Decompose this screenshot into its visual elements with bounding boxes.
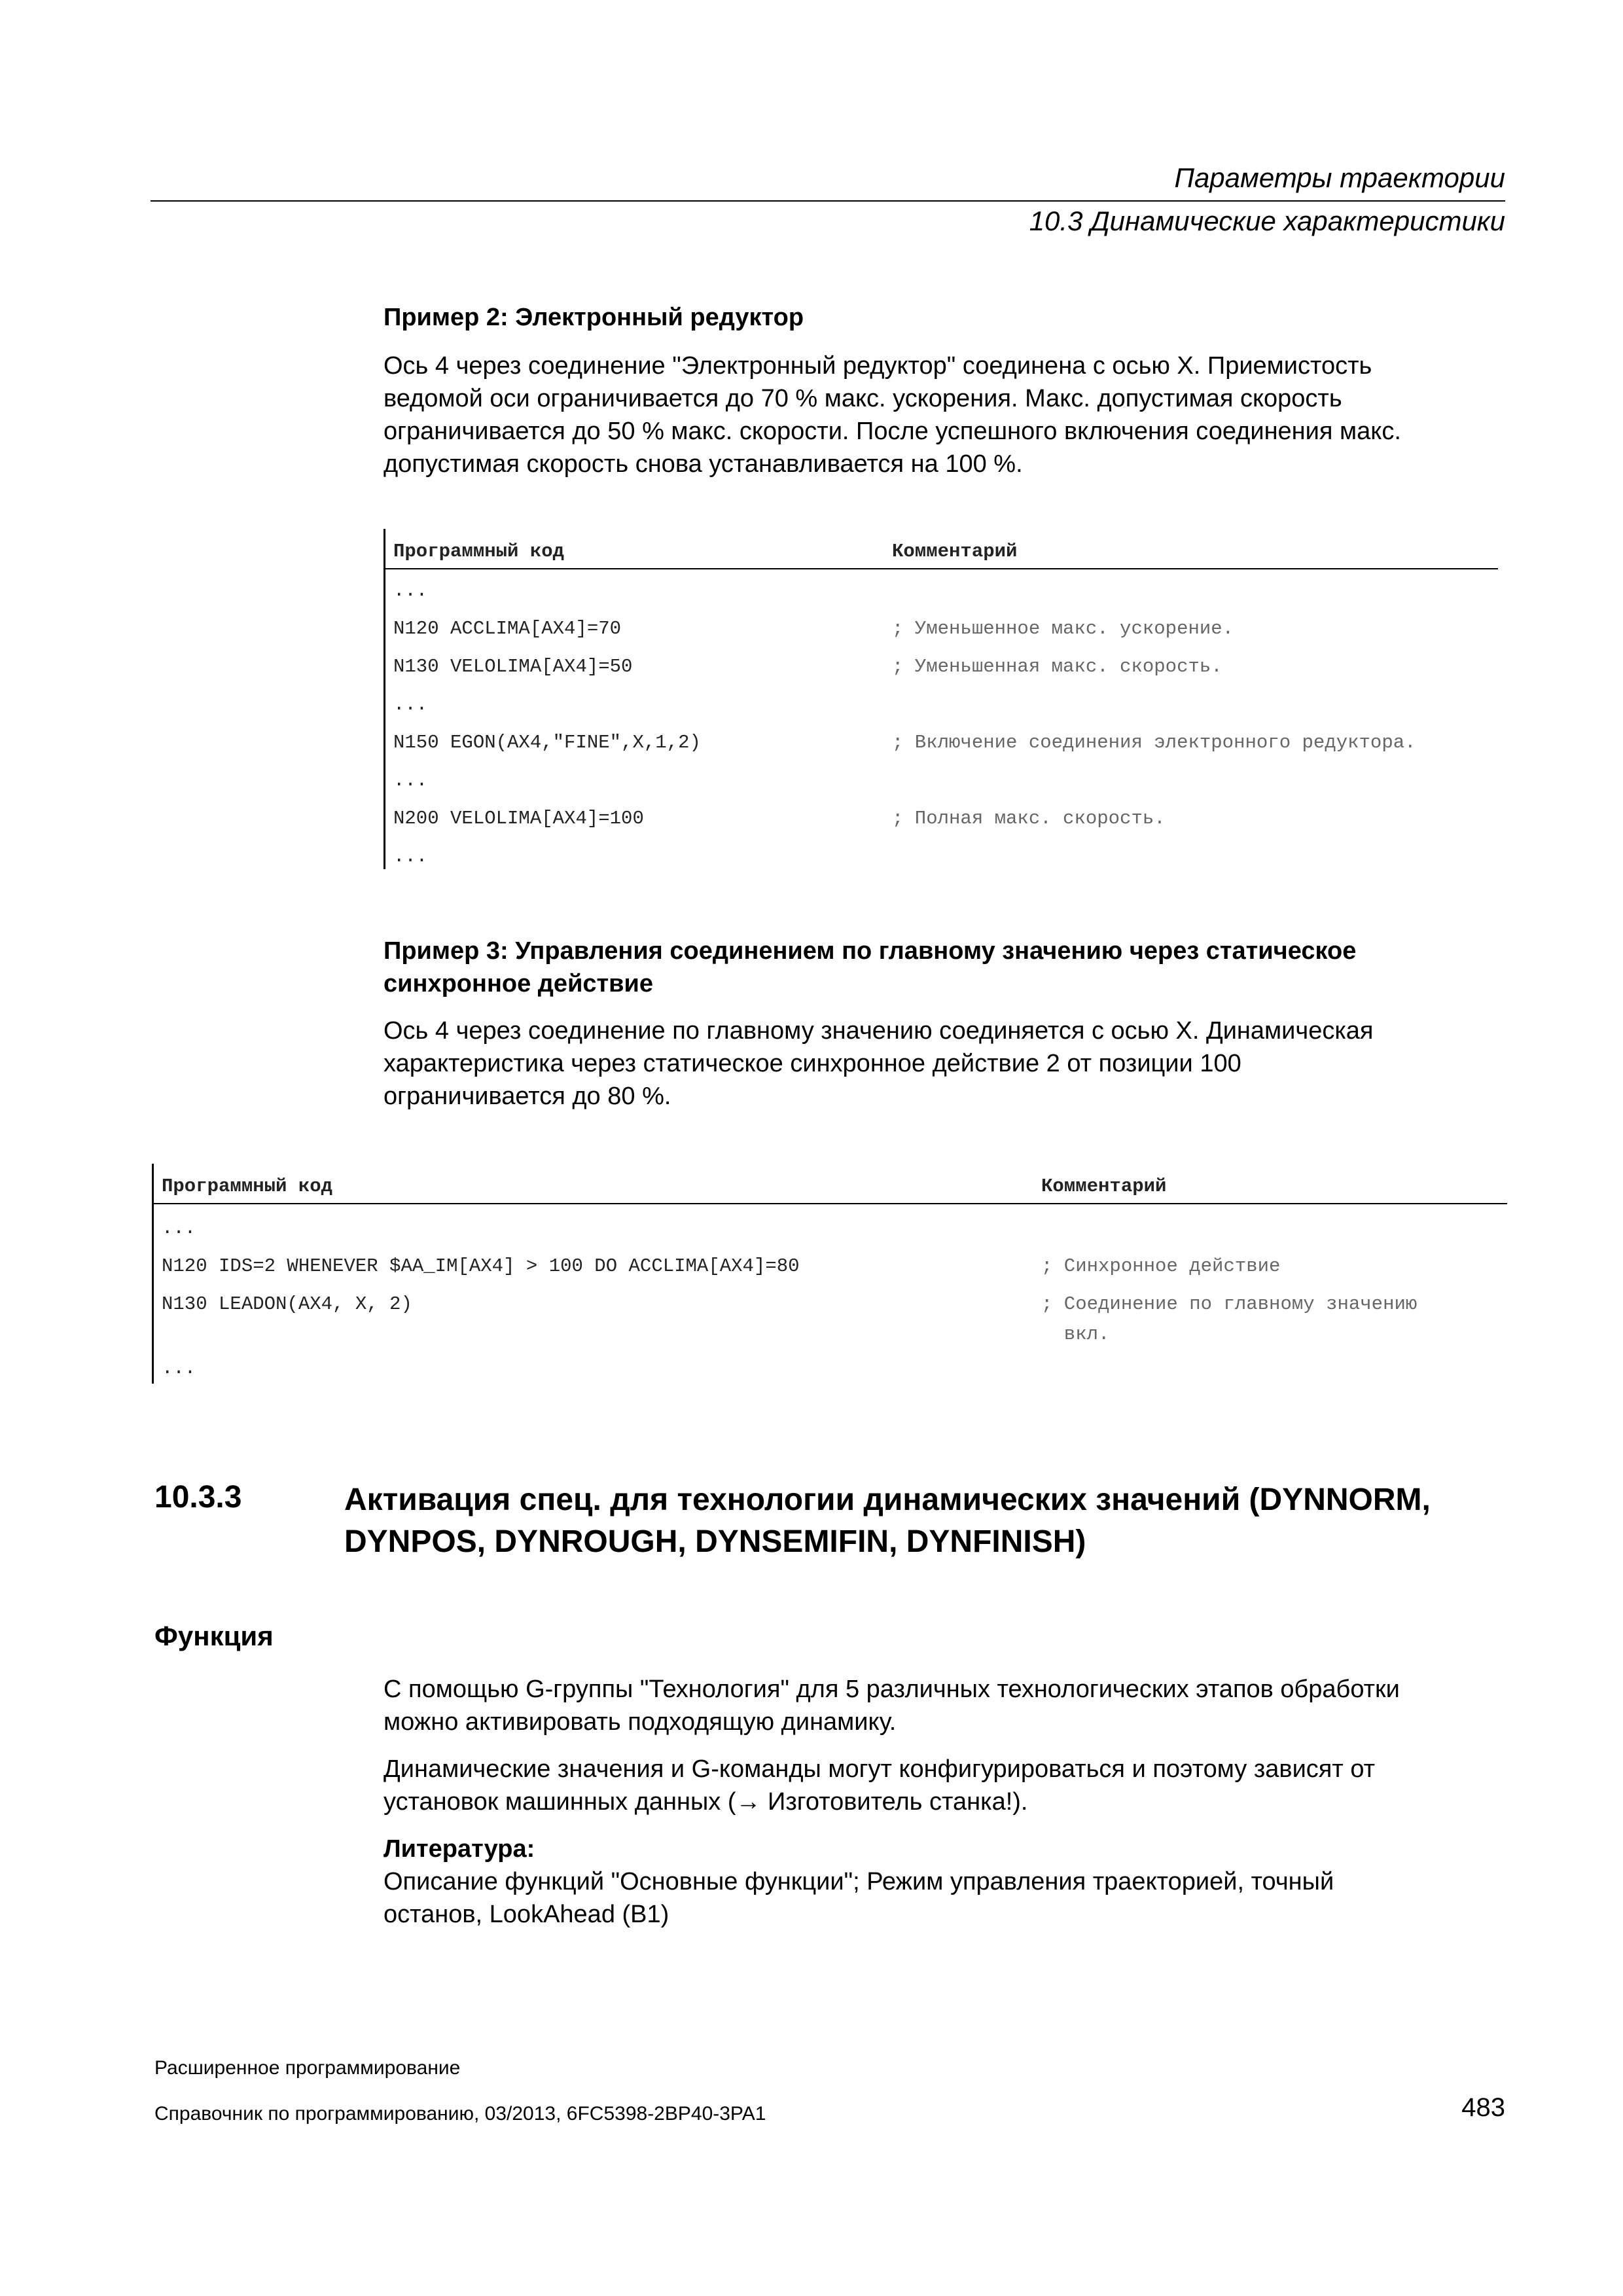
column-header-comment: Комментарий xyxy=(892,541,1018,562)
header-rule xyxy=(151,200,1505,202)
code-line: N130 LEADON(AX4, X, 2) xyxy=(162,1293,412,1315)
code-line: ... xyxy=(393,694,428,715)
example2-code-table xyxy=(383,529,1498,869)
section-title-line: Активация спец. для технологии динамических значений (DYNNORM, xyxy=(344,1482,1431,1517)
code-line: N150 EGON(AX4,"FINE",X,1,2) xyxy=(393,732,701,753)
text-line: Ось 4 через соединение "Электронный редуктор" соединена с осью X. Приемистость xyxy=(383,352,1372,380)
code-comment: ; Уменьшенное макс. ускорение. xyxy=(892,618,1234,639)
function-para-1 xyxy=(383,1673,1509,1738)
text-line: ведомой оси ограничивается до 70 % макс. ускорения. Макс. допустимая скорость xyxy=(383,385,1342,412)
text-line: допустимая скорость снова устанавливается на 100 %. xyxy=(383,450,1023,478)
text-line: установок машинных данных (→ Изготовитель станка!). xyxy=(383,1788,1028,1816)
code-comment: ; Включение соединения электронного редуктора. xyxy=(892,732,1416,753)
text-line: ограничивается до 80 %. xyxy=(383,1083,671,1110)
code-comment: ; Соединение по главному значению xyxy=(1041,1293,1418,1315)
text-line: характеристика через статическое синхронное действие 2 от позиции 100 xyxy=(383,1050,1241,1077)
text-line: останов, LookAhead (B1) xyxy=(383,1901,669,1928)
code-comment: ; Синхронное действие xyxy=(1041,1255,1281,1277)
literature-text xyxy=(383,1865,1509,1931)
running-header-subtitle: 10.3 Динамические характеристики xyxy=(1029,206,1505,236)
column-header-code: Программный код xyxy=(393,541,565,562)
example3-heading xyxy=(383,935,1496,1000)
code-comment: ; Полная макс. скорость. xyxy=(892,808,1166,829)
running-header-title: Параметры траектории xyxy=(1174,162,1505,193)
code-line: N200 VELOLIMA[AX4]=100 xyxy=(393,808,644,829)
section-title xyxy=(344,1479,1483,1563)
code-line: N120 ACCLIMA[AX4]=70 xyxy=(393,618,622,639)
text-line: можно активировать подходящую динамику. xyxy=(383,1708,897,1736)
function-heading: Функция xyxy=(154,1621,274,1651)
text-line: С помощью G-группы "Технология" для 5 различных технологических этапов обработки xyxy=(383,1676,1400,1703)
example2-heading: Пример 2: Электронный редуктор xyxy=(383,304,804,331)
code-line: N120 IDS=2 WHENEVER $AA_IM[AX4] > 100 DO ACCLIMA[AX4]=80 xyxy=(162,1255,800,1277)
code-line: ... xyxy=(393,580,428,601)
code-comment: ; Уменьшенная макс. скорость. xyxy=(892,656,1222,677)
footer-doc-title: Расширенное программирование xyxy=(154,2057,461,2079)
code-line: ... xyxy=(393,770,428,791)
text-line: Описание функций "Основные функции"; Режим управления траекторией, точный xyxy=(383,1868,1334,1895)
text-line: ограничивается до 50 % макс. скорости. После успешного включения соединения макс. xyxy=(383,418,1401,445)
code-line: ... xyxy=(393,846,428,867)
literature-heading: Литература: xyxy=(383,1835,535,1863)
example3-code-table xyxy=(152,1164,1507,1384)
table-rule xyxy=(154,1203,1507,1204)
code-line: ... xyxy=(162,1217,196,1239)
text-line: Ось 4 через соединение по главному значению соединяется с осью X. Динамическая xyxy=(383,1017,1374,1045)
function-para-2 xyxy=(383,1753,1509,1818)
example3-text xyxy=(383,1014,1509,1113)
text-line: Динамические значения и G-команды могут конфигурироваться и поэтому зависят от xyxy=(383,1755,1376,1783)
section-title-line: DYNPOS, DYNROUGH, DYNSEMIFIN, DYNFINISH) xyxy=(344,1524,1086,1559)
column-header-comment: Комментарий xyxy=(1041,1175,1167,1197)
example2-text xyxy=(383,350,1509,480)
heading-line: Пример 3: Управления соединением по главному значению через статическое xyxy=(383,937,1357,965)
column-header-code: Программный код xyxy=(162,1175,333,1197)
code-line: N130 VELOLIMA[AX4]=50 xyxy=(393,656,633,677)
footer-doc-reference: Справочник по программированию, 03/2013, 6FC5398-2BP40-3PA1 xyxy=(154,2103,766,2125)
code-comment: вкл. xyxy=(1041,1323,1110,1345)
section-number: 10.3.3 xyxy=(154,1480,242,1515)
heading-line: синхронное действие xyxy=(383,970,654,997)
table-rule xyxy=(385,568,1498,569)
page-number: 483 xyxy=(1461,2093,1505,2122)
code-line: ... xyxy=(162,1357,196,1379)
